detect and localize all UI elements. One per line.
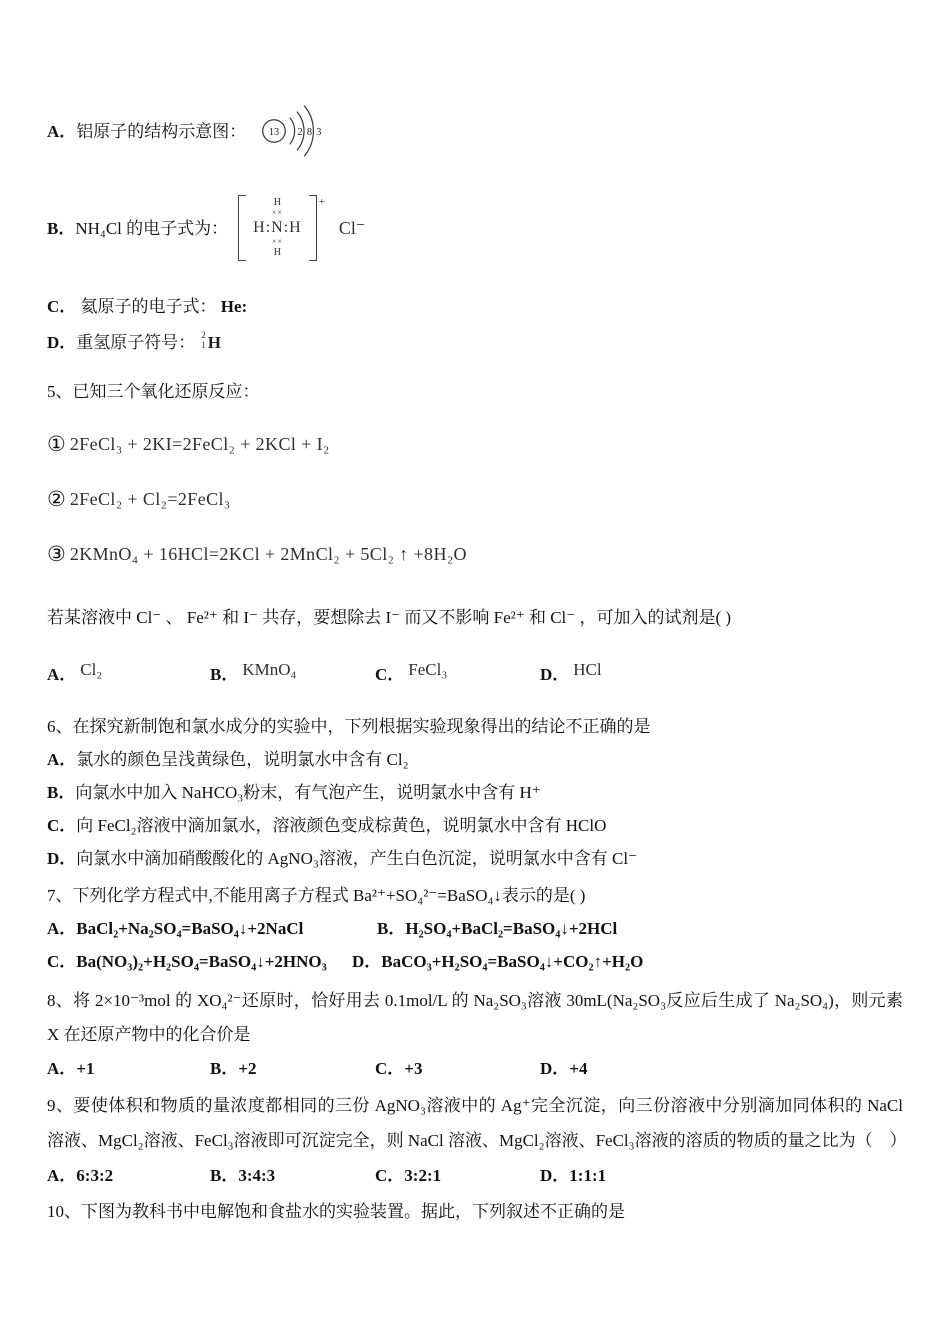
option-text: BaCO₃+H₂SO₄=BaSO₄↓+CO₂↑+H₂O — [381, 952, 644, 971]
shell-count-1: 2 — [297, 126, 303, 138]
equation-number: ③ — [47, 541, 66, 566]
cation-charge: + — [318, 196, 325, 209]
q8-options-row — [47, 1052, 903, 1086]
option-label: C． — [47, 952, 77, 971]
option-label: B． — [210, 665, 239, 684]
option-text: 向氯水中加入 NaHCO₃粉末，有气泡产生，说明氯水中含有 H⁺ — [75, 783, 541, 802]
option-label: A． — [47, 919, 77, 938]
q4-option-b — [47, 180, 903, 276]
option-label: B． — [47, 218, 76, 238]
atomic-structure-diagram — [256, 101, 352, 161]
option-label: A． — [47, 665, 77, 684]
shell-count-3: 3 — [316, 126, 322, 138]
option-text: +2 — [238, 1059, 257, 1078]
option-text: 3:2:1 — [404, 1166, 442, 1185]
equation-formula: 2KMnO₄ + 16HCl=2KCl + 2MnCl₂ + 5Cl₂ ↑ +8H₂O — [69, 543, 467, 564]
option-label: D． — [352, 952, 382, 971]
shell-arc-1 — [290, 118, 295, 144]
q8-option-a — [47, 1052, 210, 1086]
q6-stem: 6、在探究新制饱和氯水成分的实验中，下列根据实验现象得出的结论不正确的是 — [47, 717, 651, 736]
option-label: A． — [47, 1166, 77, 1185]
q5-stem: 5、已知三个氧化还原反应： — [47, 382, 260, 401]
isotope-numbers — [201, 330, 206, 351]
option-label: A． — [47, 1059, 77, 1078]
q5-option-d — [540, 658, 903, 692]
option-text: 向氯水中滴加硝酸酸化的 AgNO₃溶液，产生白色沉淀，说明氯水中含有 Cl⁻ — [76, 849, 638, 868]
equation-number: ① — [47, 431, 66, 456]
option-text: 氦原子的电子式： — [80, 297, 217, 316]
q7-options-row-1 — [47, 912, 903, 945]
q5-question: 若某溶液中 Cl⁻ 、 Fe²⁺ 和 I⁻ 共存，要想除去 I⁻ 而又不影响 Fe²⁺ 和 Cl⁻ ，可加入的试剂是( ) — [47, 608, 732, 627]
q5-option-b — [210, 658, 375, 692]
central-row: H:N:H — [253, 219, 302, 236]
bottom-electron-pair: ×× — [271, 237, 283, 246]
option-text: NH₄Cl 的电子式为： — [75, 218, 229, 238]
helium-electron-formula: He: — [220, 297, 248, 316]
option-text: +1 — [76, 1059, 95, 1078]
q8-option-d — [540, 1052, 903, 1086]
option-label: D． — [540, 665, 570, 684]
top-electron-pair: ×× — [271, 208, 283, 218]
option-label: C． — [47, 816, 77, 835]
mass-number: 2 — [201, 329, 206, 340]
electron-formula-core — [246, 195, 309, 261]
option-text: 向 FeCl₂溶液中滴加氯水，溶液颜色变成棕黄色，说明氯水中含有 HClO — [76, 816, 607, 835]
equation-number: ② — [47, 486, 66, 511]
q10-stem: 10、下图为教科书中电解饱和食盐水的实验装置。据此，下列叙述不正确的是 — [47, 1202, 625, 1221]
option-text: +3 — [404, 1059, 423, 1078]
q5-option-c — [375, 658, 540, 692]
option-formula: KMnO₄ — [242, 660, 297, 679]
q6-option-d — [47, 842, 903, 875]
anion-symbol: Cl⁻ — [338, 217, 366, 238]
q9-option-d — [540, 1158, 903, 1193]
q4-option-c — [47, 290, 903, 323]
q9-options-row — [47, 1158, 903, 1193]
bottom-hydrogen: H — [273, 246, 282, 258]
option-text: +4 — [569, 1059, 588, 1078]
option-label: B． — [377, 919, 406, 938]
q9-option-b — [210, 1158, 375, 1193]
q5-option-a — [47, 658, 210, 692]
option-formula: FeCl₃ — [408, 660, 448, 679]
option-label: C． — [375, 665, 405, 684]
q7-option-b — [377, 912, 617, 945]
option-text: H₂SO₄+BaCl₂=BaSO₄↓+2HCl — [405, 919, 618, 938]
option-label: D． — [540, 1059, 570, 1078]
option-label: D． — [540, 1166, 570, 1185]
q9-stem: 9、要使体积和物质的量浓度都相同的三份 AgNO₃溶液中的 Ag⁺完全沉淀，向三份溶液中分别滴加同体积的 NaCl 溶液、MgCl₂溶液、FeCl₃溶液即可沉淀完全，则 NaCl 溶液、MgCl₂溶液、FeCl₃溶液的溶质的物质的量之比为（ ） — [47, 1096, 907, 1150]
option-label: A． — [47, 121, 77, 141]
option-text: 重氢原子符号： — [76, 332, 196, 352]
q6-option-b — [47, 776, 903, 809]
left-bracket — [238, 195, 246, 261]
option-label: B． — [47, 783, 76, 802]
q9-option-c — [375, 1158, 540, 1193]
option-formula: HCl — [573, 660, 602, 679]
option-label: C． — [47, 297, 77, 316]
electron-formula — [238, 195, 325, 261]
option-text: 3:4:3 — [238, 1166, 276, 1185]
nucleus-charge: 13 — [269, 126, 280, 138]
top-hydrogen: H — [273, 197, 282, 209]
isotope-notation — [201, 326, 221, 359]
q9-option-a — [47, 1158, 210, 1193]
right-bracket — [309, 195, 317, 261]
q8-stem: 8、将 2×10⁻³mol 的 XO₄²⁻还原时，恰好用去 0.1mol/L 的 Na₂SO₃溶液 30mL(Na₂SO₃反应后生成了 Na₂SO₄)，则元素 X 在还原产物中的化合价是 — [47, 991, 903, 1044]
q6-option-a — [47, 743, 903, 776]
q7-options-row-2 — [47, 945, 903, 978]
q5-equation-1 — [47, 425, 903, 463]
option-label: A． — [47, 750, 77, 769]
atomic-number: 1 — [201, 340, 206, 350]
option-label: D． — [47, 849, 77, 868]
option-text: Ba(NO₃)₂+H₂SO₄=BaSO₄↓+2HNO₃ — [76, 952, 327, 971]
q6-option-c — [47, 809, 903, 842]
option-text: 1:1:1 — [569, 1166, 607, 1185]
equation-formula: 2FeCl₃ + 2KI=2FeCl₂ + 2KCl + I₂ — [69, 433, 330, 454]
q8-option-c — [375, 1052, 540, 1086]
q5-equation-2 — [47, 480, 903, 518]
equation-formula: 2FeCl₂ + Cl₂=2FeCl₃ — [69, 488, 231, 509]
option-text: 氯水的颜色呈浅黄绿色，说明氯水中含有 Cl₂ — [76, 750, 409, 769]
q7-stem: 7、下列化学方程式中,不能用离子方程式 Ba²⁺+SO₄²⁻=BaSO₄↓表示的是( ) — [47, 886, 586, 905]
option-text: 6:3:2 — [76, 1166, 114, 1185]
element-symbol: H — [207, 332, 222, 352]
q7-option-a — [47, 912, 377, 945]
q7-option-c — [47, 945, 352, 978]
shell-count-2: 8 — [307, 126, 313, 138]
q4-option-d — [47, 323, 903, 361]
option-text: BaCl₂+Na₂SO₄=BaSO₄↓+2NaCl — [76, 919, 304, 938]
q4-option-a — [47, 100, 903, 162]
option-label: B． — [210, 1166, 239, 1185]
q7-option-d — [352, 945, 643, 978]
q5-options-row — [47, 658, 903, 692]
option-formula: Cl₂ — [80, 660, 103, 679]
option-label: C． — [375, 1059, 405, 1078]
option-text: 铝原子的结构示意图： — [76, 121, 247, 141]
q5-equation-3 — [47, 535, 903, 573]
option-label: B． — [210, 1059, 239, 1078]
q8-option-b — [210, 1052, 375, 1086]
option-label: C． — [375, 1166, 405, 1185]
option-label: D． — [47, 332, 77, 352]
